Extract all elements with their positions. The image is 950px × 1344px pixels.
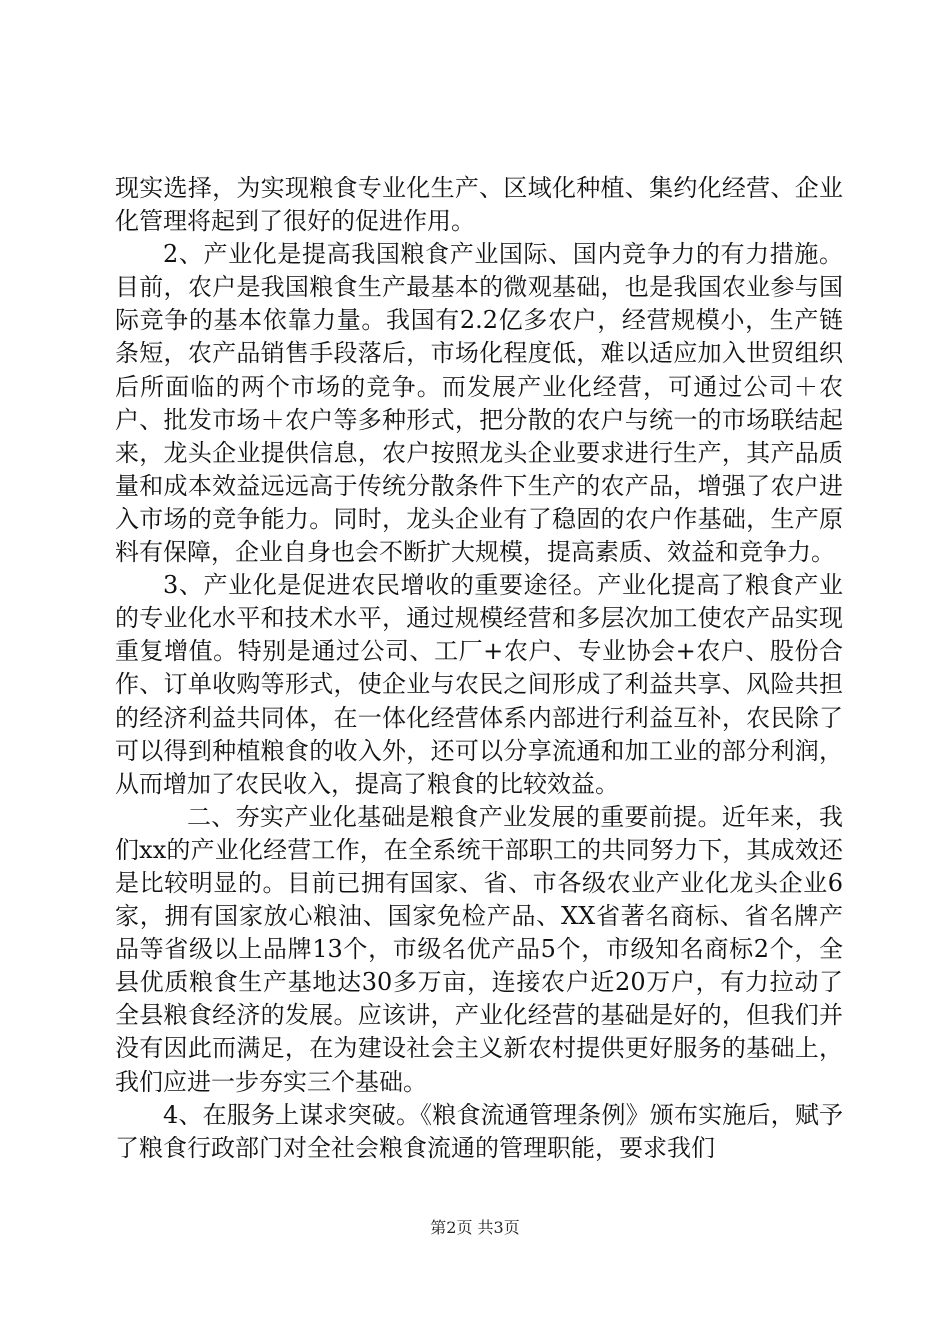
paragraph-point-3: 3、产业化是促进农民增收的重要途径。产业化提高了粮食产业的专业化水平和技术水平，通过规模经营和多层次加工使农产品实现重复增值。特别是通过公司、工厂+农户、专业协会+农户、股份合作、订单收购等形式，使企业与农民之间形成了利益共享、风险共担的经济利益共同体，在一体化经营体系内部进行利益互补，农民除了可以得到种植粮食的收入外，还可以分享流通和加工业的部分利润，从而增加了农民收入，提高了粮食的比较效益。 [115, 571, 843, 798]
paragraph-point-4: 4、在服务上谋求突破。《粮食流通管理条例》颁布实施后，赋予了粮食行政部门对全社会粮食流通的管理职能，要求我们 [115, 1100, 843, 1162]
page-number-footer: 第2页 共3页 [430, 1218, 520, 1237]
document-body [115, 172, 843, 1165]
paragraph-continuation: 现实选择，为实现粮食专业化生产、区域化种植、集约化经营、企业化管理将起到了很好的促进作用。 [115, 174, 843, 236]
paragraph-section-2: 二、夯实产业化基础是粮食产业发展的重要前提。近年来，我们xx的产业化经营工作，在全系统干部职工的共同努力下，其成效还是比较明显的。目前已拥有国家、省、市各级农业产业化龙头企业6家，拥有国家放心粮油、国家免检产品、XX省著名商标、省名牌产品等省级以上品牌13个，市级名优产品5个，市级知名商标2个，全县优质粮食生产基地达30多万亩，连接农户近20万户，有力拉动了全县粮食经济的发展。应该讲，产业化经营的基础是好的，但我们并没有因此而满足，在为建设社会主义新农村提供更好服务的基础上，我们应进一步夯实三个基础。 [115, 802, 843, 1096]
paragraph-point-2: 2、产业化是提高我国粮食产业国际、国内竞争力的有力措施。目前，农户是我国粮食生产最基本的微观基础，也是我国农业参与国际竞争的基本依靠力量。我国有2.2亿多农户，经营规模小，生产链条短，农产品销售手段落后，市场化程度低，难以适应加入世贸组织后所面临的两个市场的竞争。而发展产业化经营，可通过公司＋农户、批发市场＋农户等多种形式，把分散的农户与统一的市场联结起来，龙头企业提供信息，农户按照龙头企业要求进行生产，其产品质量和成本效益远远高于传统分散条件下生产的农产品，增强了农户进入市场的竞争能力。同时，龙头企业有了稳固的农户作基础，生产原料有保障，企业自身也会不断扩大规模，提高素质、效益和竞争力。 [115, 240, 843, 567]
